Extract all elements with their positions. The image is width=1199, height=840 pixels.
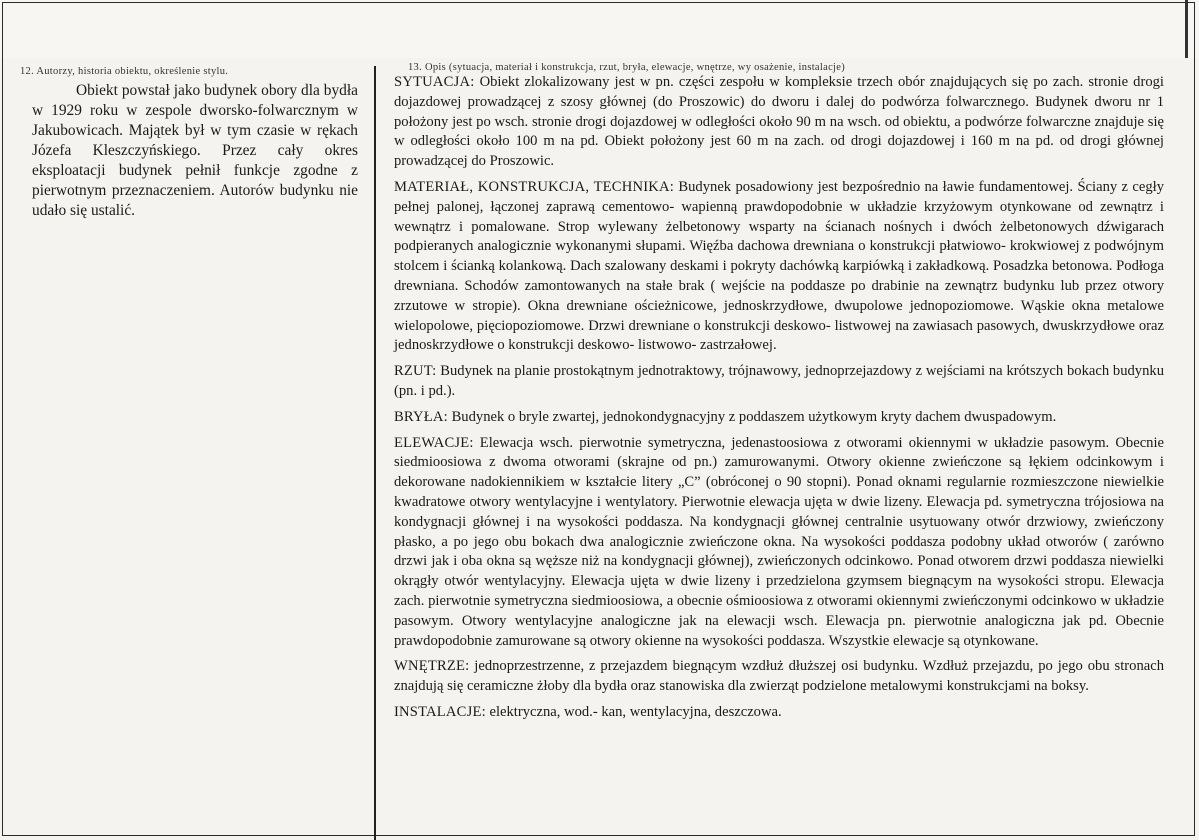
section-label: ELEWACJE: [394,434,474,451]
section-elevations [394,434,1164,652]
section-massing [394,408,1164,428]
section-text: Budynek posadowiony jest bezpośrednio na ławie fundamentowej. Ściany z cegły pełnej palonej, łączonej zaprawą cementowo- wapienną prawdopodobnie w układzie krzyżowym otynkowane od zewnątrz i wewnątrz i pomalowane. Strop wylewany żelbetonowy wsparty na ścianach nośnych i dwóch żelbetonowych dźwigarach podpieranych analogicznie wykonanymi słupami. Więźba dachowa drewniana o konstrukcji płatwiowo- krokwiowej z podwójnym stolcem i ścianką kolankową. Dach szalowany deskami i pokryty dachówką karpiówką i zakładkową. Posadzka betonowa. Podłoga drewniana. Schodów zamontowanych na stałe brak ( wejście na poddasze po drabinie na zewnątrz budynku lub przez otwory zrzutowe w stropie). Okna drewniane ościeżnicowe, jednoskrzydłowe, dwupolowe jednopoziomowe. Wąskie okna metalowe wielopolowe, pięciopoziomowe. Drzwi drewniane o konstrukcji deskowo- listwowej na zawiasach pasowych, dwuskrzydłowe oraz jednoskrzydłowe o konstrukcji deskowo- listwowo- zastrzałowej. [394,178,1164,354]
section-label: RZUT: [394,363,437,380]
description-column [394,62,1164,729]
history-text: Obiekt powstał jako budynek obory dla bydła w 1929 roku w zespole dworsko-folwarcznym w Jakubowicach. Majątek był w tym czasie w rękach Józefa Kleszczyńskiego. Przez cały okres eksploatacji budynek pełnił funkcje zgodne z pierwotnym przeznaczeniem. Autorów budynku nie udało się ustalić. [32,82,358,219]
section-label: INSTALACJE: [394,703,486,720]
section-text: elektryczna, wod.- kan, wentylacyjna, deszczowa. [489,703,782,720]
section-label: MATERIAŁ, KONSTRUKCJA, TECHNIKA: [394,178,675,195]
section-text: Budynek na planie prostokątnym jednotraktowy, trójnawowy, jednoprzejazdowy z wejściami na krótszych bokach budynku (pn. i pd.). [394,363,1164,399]
section-text: jednoprzestrzenne, z przejazdem biegnącym wzdłuż dłuższej osi budynku. Wzdłuż przejazdu, po jego obu stronach znajdują się ceramiczne żłoby dla bydła oraz stanowiska dla zwierząt podzielone metalowymi konstrukcjami na boksy. [394,658,1164,695]
section-interior [394,657,1164,697]
section-situation [394,73,1164,172]
field-13-heading: 13. Opis (sytuacja, materiał i konstrukcja, rzut, bryła, elewacje, wnętrze, wy osażenie, instalacje) [408,62,846,73]
field-12-heading: 12. Autorzy, historia obiektu, określenie stylu. [20,66,229,77]
column-divider [374,66,376,840]
section-installations [394,703,1164,723]
history-column [20,66,358,221]
section-label: SYTUACJA: [394,74,475,90]
section-text: Budynek o bryle zwartej, jednokondygnacyjny z poddaszem użytkowym kryty dachem dwuspadowym. [451,408,1057,425]
section-plan [394,362,1164,402]
section-label: BRYŁA: [394,408,448,425]
section-label: WNĘTRZE: [394,658,470,675]
section-text: Elewacja wsch. pierwotnie symetryczna, jedenastoosiowa z otworami okiennymi w układzie pasowym. Obecnie siedmioosiowa z dwoma otworami (skrajne od pn.) zamurowanymi. Otwory okienne zwieńczone są łękiem odcinkowym i dekorowane nadokiennikiem w kształcie litery „C” (obróconej o 90 stopni). Ponad oknami regularnie rozmieszczone niewielkie kwadratowe otwory wentylacyjne i wentylatory. Pierwotnie elewacja ujęta w dwie lizeny. Elewacja pd. symetryczna trójosiowa na kondygnacji głównej i na wysokości poddasza. Na kondygnacji głównej centralnie usytuowany otwór drzwiowy, zwieńczony płasko, a po jego obu bokach dwa analogicznie zwieńczone okna. Na wysokości poddasza podobny układ otworów ( zarówno drzwi jak i oba okna są węższe niż na kondygnacji głównej), zwieńczonych odcinkowo. Ponad otworem drzwi poddasza niewielki okrągły otwór wentylacyjny. Elewacja ujęta w dwie lizeny i przedzielona gzymsem biegnącym na wysokości stropu. Elewacja zach. pierwotnie symetryczna siedmioosiowa, a obecnie ośmioosiowa z otworami okiennymi zwieńczonymi odcinkowo w układzie pasowym. Otwory wentylacyjne analogiczne jak na elewacji wsch. Elewacja pn. pierwotnie analogiczna jak pd. Obecnie prawdopodobnie zamurowane są otwory okienne na wysokości poddasza. Wszystkie elewacje są otynkowane. [394,434,1164,649]
section-material [394,178,1164,356]
section-text: Obiekt zlokalizowany jest w pn. części zespołu w kompleksie trzech obór znajdujących się po zach. stronie drogi dojazdowej prowadzącej z szosy głównej (do Proszowic) do dworu i dalej do podwórza folwarcznego. Budynek dworu nr 1 położony jest po wsch. stronie drogi dojazdowej w odległości około 90 m na wsch. od obiektu, a podwórze folwarczne znajduje się w odległości około 100 m na pd. Obiekt położony jest 60 m na zach. od drogi dojazdowej i 160 m na pd. od drogi głównej prowadzącej do Proszowic. [394,74,1164,170]
